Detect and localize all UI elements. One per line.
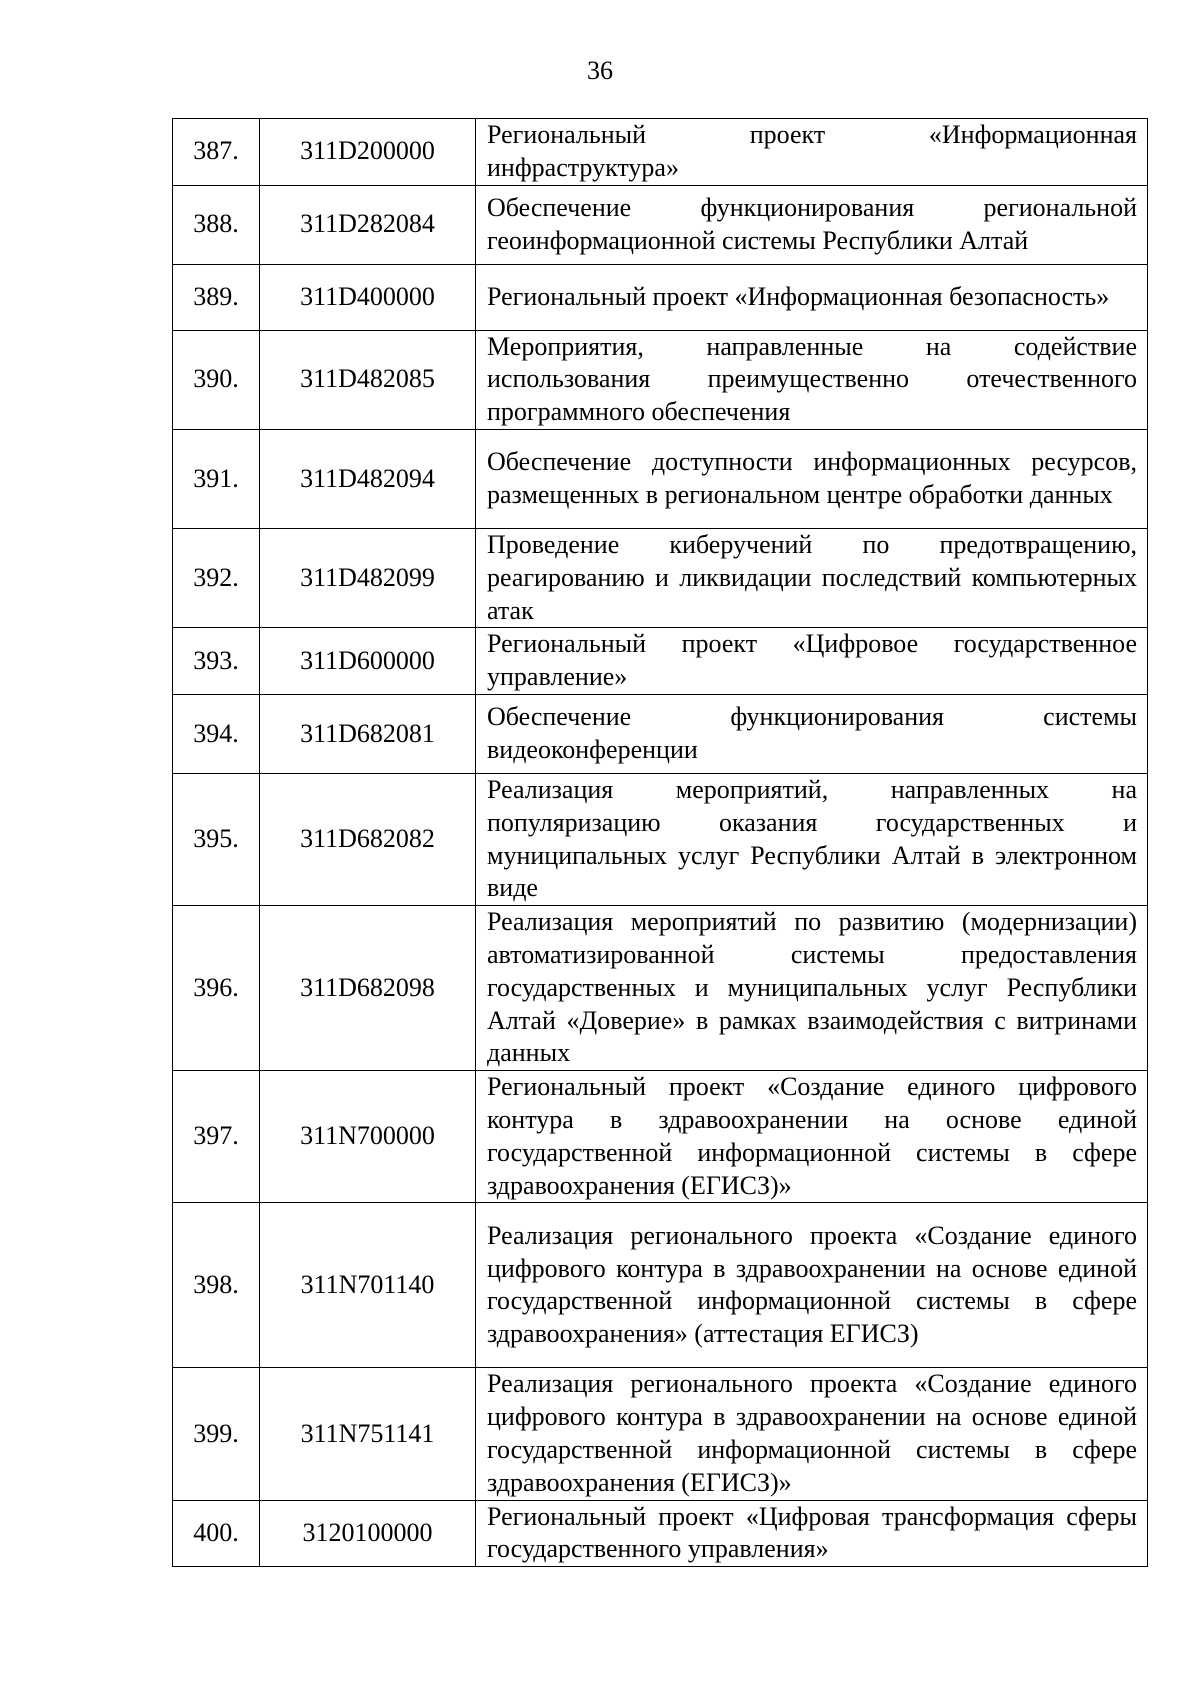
page-number: 36 (587, 56, 613, 85)
row-name: Проведение киберучений по предотвращению, реагированию и ликвидации последствий компьютерных атак (476, 528, 1148, 627)
row-name: Региональный проект «Цифровая трансформация сферы государственного управления» (476, 1500, 1148, 1567)
row-number: 395. (173, 773, 260, 905)
table-row (173, 628, 1148, 695)
row-code: 311D482094 (260, 429, 476, 528)
row-number: 392. (173, 528, 260, 627)
row-code: 311D682082 (260, 773, 476, 905)
row-name: Региональный проект «Создание единого цифрового контура в здравоохранении на основе единой государственной информационной системы в сфере здравоохранения (ЕГИСЗ)» (476, 1071, 1148, 1203)
row-number: 388. (173, 185, 260, 264)
row-number: 394. (173, 694, 260, 773)
row-code: 311D682081 (260, 694, 476, 773)
row-name: Обеспечение функционирования региональной геоинформационной системы Республики Алтай (476, 185, 1148, 264)
row-name: Реализация мероприятий по развитию (модернизации) автоматизированной системы предоставления государственных и муниципальных услуг Республики Алтай «Доверие» в рамках взаимодействия с витринами данных (476, 906, 1148, 1071)
row-code: 311D482099 (260, 528, 476, 627)
table-row (173, 119, 1148, 186)
row-code: 311N700000 (260, 1071, 476, 1203)
budget-classification-table (172, 118, 1148, 1567)
row-number: 398. (173, 1203, 260, 1368)
table-row (173, 694, 1148, 773)
row-code: 311N751141 (260, 1368, 476, 1500)
row-number: 396. (173, 906, 260, 1071)
table-row (173, 264, 1148, 330)
row-name: Мероприятия, направленные на содействие использования преимущественно отечественного программного обеспечения (476, 330, 1148, 429)
table-row (173, 1203, 1148, 1368)
table-body (173, 119, 1148, 1567)
row-code: 311D482085 (260, 330, 476, 429)
row-name: Обеспечение доступности информационных ресурсов, размещенных в региональном центре обработки данных (476, 429, 1148, 528)
table-row (173, 330, 1148, 429)
row-name: Региональный проект «Цифровое государственное управление» (476, 628, 1148, 695)
table-row (173, 528, 1148, 627)
row-code: 311D400000 (260, 264, 476, 330)
row-code: 311D200000 (260, 119, 476, 186)
row-code: 311N701140 (260, 1203, 476, 1368)
table-row (173, 1500, 1148, 1567)
table-row (173, 1368, 1148, 1500)
row-code: 311D282084 (260, 185, 476, 264)
row-name: Реализация регионального проекта «Создание единого цифрового контура в здравоохранении на основе единой государственной информационной системы в сфере здравоохранения (ЕГИСЗ)» (476, 1368, 1148, 1500)
row-number: 393. (173, 628, 260, 695)
row-code: 3120100000 (260, 1500, 476, 1567)
row-number: 400. (173, 1500, 260, 1567)
row-code: 311D682098 (260, 906, 476, 1071)
table-row (173, 773, 1148, 905)
row-number: 397. (173, 1071, 260, 1203)
row-number: 389. (173, 264, 260, 330)
row-number: 391. (173, 429, 260, 528)
row-number: 390. (173, 330, 260, 429)
row-name: Реализация мероприятий, направленных на популяризацию оказания государственных и муниципальных услуг Республики Алтай в электронном виде (476, 773, 1148, 905)
row-code: 311D600000 (260, 628, 476, 695)
table-row (173, 429, 1148, 528)
row-number: 399. (173, 1368, 260, 1500)
row-name: Реализация регионального проекта «Создание единого цифрового контура в здравоохранении на основе единой государственной информационной системы в сфере здравоохранения» (аттестация ЕГИСЗ) (476, 1203, 1148, 1368)
row-name: Региональный проект «Информационная инфраструктура» (476, 119, 1148, 186)
table-row (173, 1071, 1148, 1203)
row-number: 387. (173, 119, 260, 186)
table-row (173, 906, 1148, 1071)
table-row (173, 185, 1148, 264)
row-name: Обеспечение функционирования системы видеоконференции (476, 694, 1148, 773)
row-name: Региональный проект «Информационная безопасность» (476, 264, 1148, 330)
